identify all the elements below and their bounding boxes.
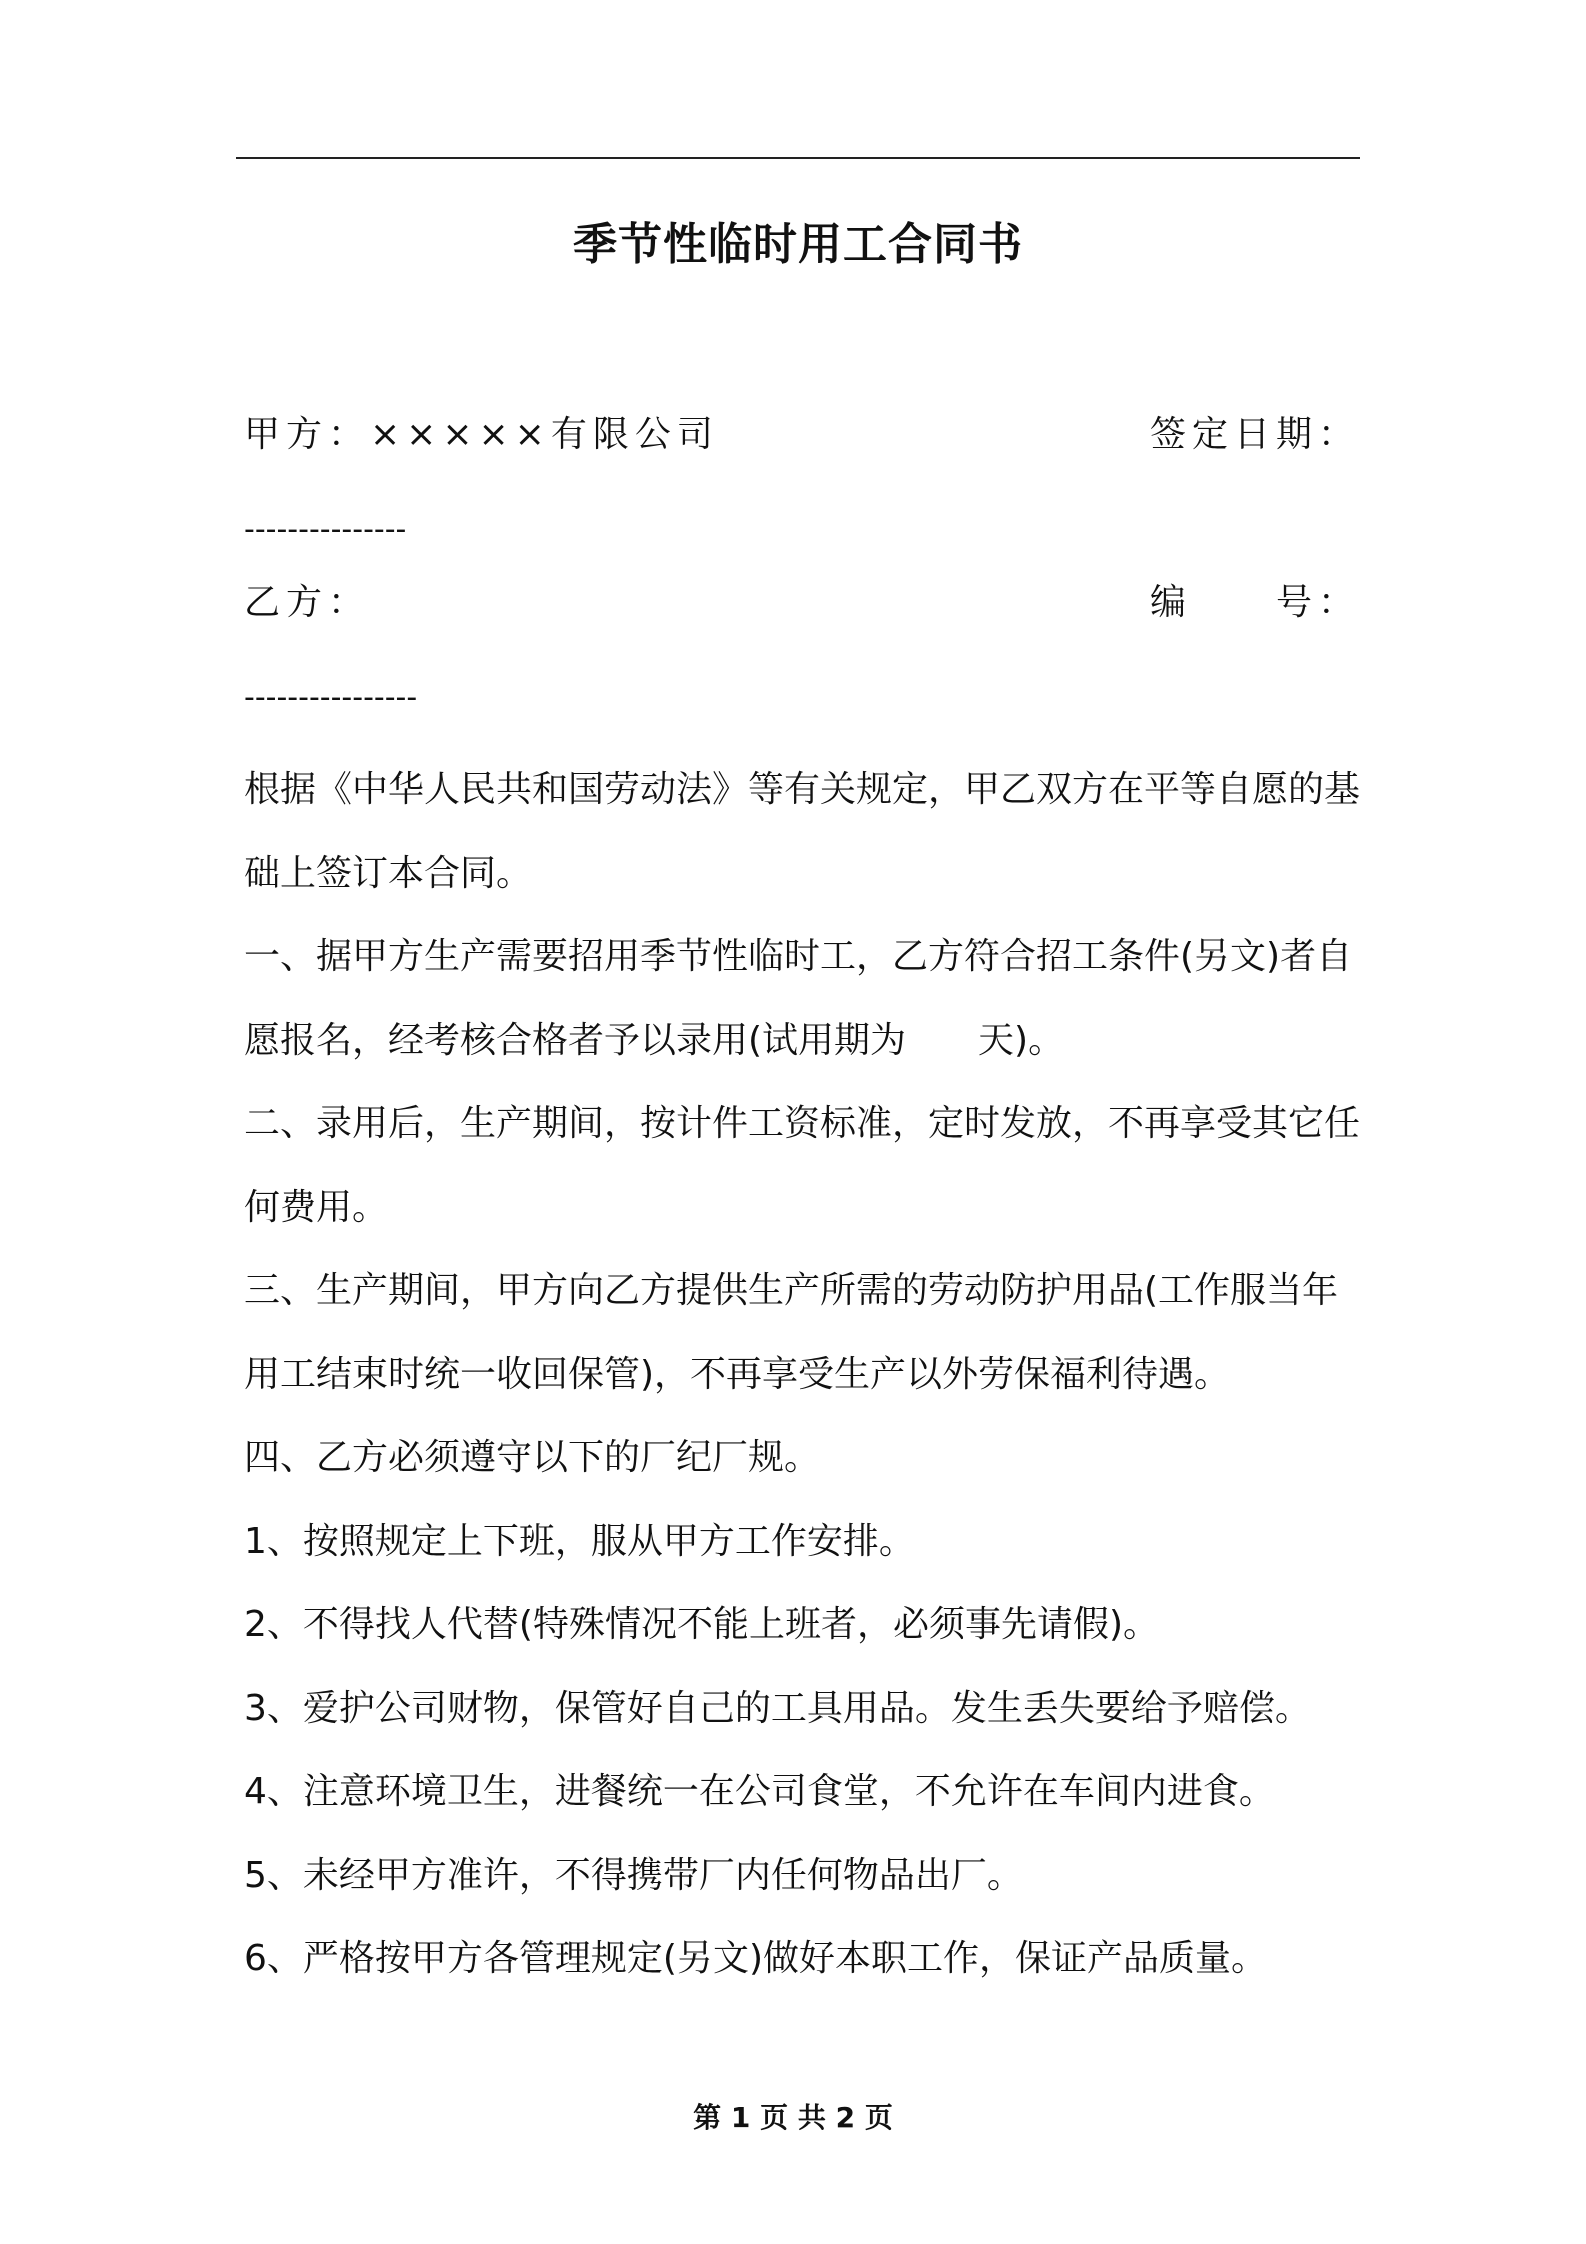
rule-item-3: 3、爱护公司财物，保管好自己的工具用品。发生丢失要给予赔偿。 bbox=[244, 1687, 1311, 1729]
party-b-label: 乙方： bbox=[244, 582, 371, 623]
paragraph-clause-1: 一、据甲方生产需要招用季节性临时工，乙方符合招工条件(另文)者自愿报名，经考核合格者予以录用(试用期为 天)。 bbox=[244, 936, 1353, 1061]
paragraph-preamble: 根据《中华人民共和国劳动法》等有关规定，甲乙双方在平等自愿的基础上签订本合同。 bbox=[244, 769, 1361, 894]
party-a-line bbox=[244, 410, 719, 460]
party-a-name: ×××××有限公司 bbox=[370, 414, 719, 455]
rule-item-4: 4、注意环境卫生，进餐统一在公司食堂，不允许在车间内进食。 bbox=[244, 1771, 1275, 1812]
paragraph-clause-3: 三、生产期间，甲方向乙方提供生产所需的劳动防护用品(工作服当年用工结束时统一收回保管)，不再享受生产以外劳保福利待遇。 bbox=[244, 1270, 1339, 1395]
sign-date-label: 签定日期： bbox=[1149, 414, 1360, 455]
paragraph-clause-4: 四、乙方必须遵守以下的厂纪厂规。 bbox=[244, 1437, 821, 1478]
contract-body bbox=[244, 748, 1360, 2001]
rule-item-5: 5、未经甲方准许，不得携带厂内任何物品出厂。 bbox=[244, 1854, 1023, 1896]
contract-number-blank: ---------------- bbox=[244, 680, 418, 715]
rule-item-1: 1、按照规定上下班，服从甲方工作安排。 bbox=[244, 1520, 915, 1562]
document-title: 季节性临时用工合同书 bbox=[573, 219, 1023, 270]
party-a-label: 甲方： bbox=[244, 414, 371, 455]
contract-number-label: 编 号： bbox=[1149, 582, 1360, 623]
rule-item-6: 6、严格按甲方各管理规定(另文)做好本职工作，保证产品质量。 bbox=[244, 1938, 1267, 1979]
sign-date-blank: --------------- bbox=[244, 512, 407, 547]
paragraph-clause-2: 二、录用后，生产期间，按计件工资标准，定时发放，不再享受其它任何费用。 bbox=[244, 1103, 1361, 1228]
rule-item-2: 2、不得找人代替(特殊情况不能上班者，必须事先请假)。 bbox=[244, 1604, 1159, 1645]
page-number: 第 1 页 共 2 页 bbox=[693, 2101, 893, 2134]
header-rule bbox=[236, 157, 1360, 159]
